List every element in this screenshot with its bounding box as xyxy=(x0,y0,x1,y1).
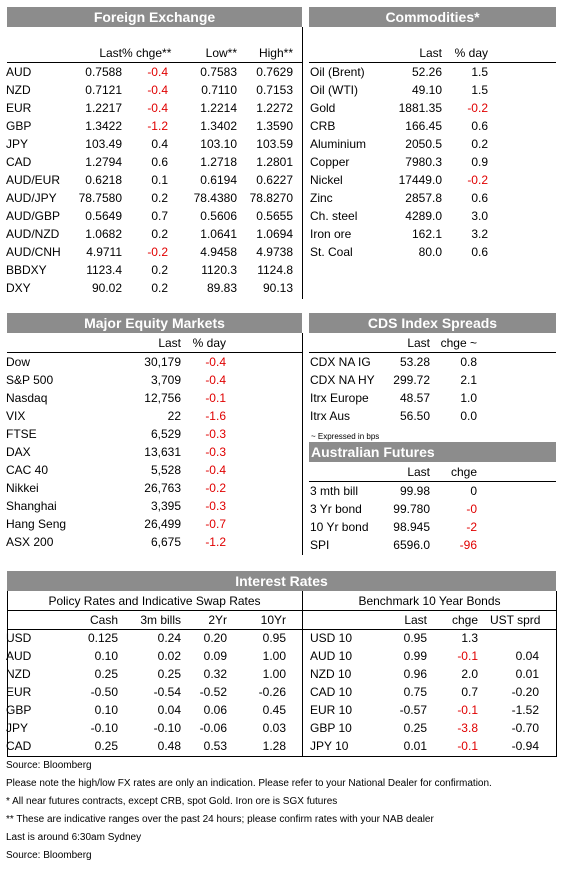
commodities-cell: 1881.35 xyxy=(398,101,442,115)
policy-rates-cell: 0.25 xyxy=(94,667,118,681)
bonds-column-header: Last xyxy=(404,613,427,627)
equities-cell: -0.2 xyxy=(205,481,226,495)
futures-cell: SPI xyxy=(310,538,330,552)
fx-cell: 1.3402 xyxy=(200,119,237,133)
equities-cell: ASX 200 xyxy=(6,535,54,549)
bonds-cell: -0.20 xyxy=(511,685,539,699)
fx-cell: 4.9458 xyxy=(200,245,237,259)
cds-cell: 1.0 xyxy=(460,391,477,405)
policy-rates-cell: 0.125 xyxy=(87,631,118,645)
commodities-cell: 4289.0 xyxy=(405,209,442,223)
cds-cell: Itrx Europe xyxy=(310,391,369,405)
policy-rates-cell: 1.28 xyxy=(262,739,286,753)
commodities-cell: Iron ore xyxy=(310,227,352,241)
futures-cell: 99.780 xyxy=(393,502,430,516)
equities-cell: FTSE xyxy=(6,427,37,441)
fx-cell: 0.7588 xyxy=(85,65,122,79)
policy-rates-column-header: 3m bills xyxy=(140,613,181,627)
equities-cell: 26,499 xyxy=(144,517,181,531)
fx-cell: 1.2801 xyxy=(256,155,293,169)
policy-rates-cell: GBP xyxy=(6,703,32,717)
commodities-cell: 3.0 xyxy=(471,209,488,223)
bonds-cell: CAD 10 xyxy=(310,685,353,699)
fx-cell: 0.7583 xyxy=(200,65,237,79)
fx-cell: 4.9738 xyxy=(256,245,293,259)
policy-rates-column-header: 10Yr xyxy=(260,613,286,627)
policy-rates-cell: -0.10 xyxy=(153,721,181,735)
commodities-cell: Zinc xyxy=(310,191,333,205)
fx-cell: -0.4 xyxy=(147,65,168,79)
bonds-cell: 0.01 xyxy=(403,739,427,753)
cds-column-header: Last xyxy=(407,336,430,350)
fx-cell: -0.2 xyxy=(147,245,168,259)
policy-rates-cell: 0.02 xyxy=(157,649,181,663)
futures-cell: 99.98 xyxy=(399,484,430,498)
policy-rates-cell: -0.06 xyxy=(199,721,227,735)
commodities-cell: 2857.8 xyxy=(405,191,442,205)
fx-cell: NZD xyxy=(6,83,31,97)
cds-cell: 0.8 xyxy=(460,355,477,369)
fx-cell: 0.4 xyxy=(151,137,168,151)
cds-cell: 2.1 xyxy=(460,373,477,387)
bonds-cell: 1.3 xyxy=(461,631,478,645)
policy-rates-cell: 0.24 xyxy=(157,631,181,645)
equities-cell: Hang Seng xyxy=(6,517,67,531)
cds-footnote: ~ Expressed in bps xyxy=(311,432,380,441)
equities-cell: -0.3 xyxy=(205,445,226,459)
bonds-cell: 0.04 xyxy=(515,649,539,663)
cds-cell: 56.50 xyxy=(399,409,430,423)
commodities-cell: 162.1 xyxy=(411,227,442,241)
bonds-cell: -0.70 xyxy=(511,721,539,735)
policy-rates-cell: 0.03 xyxy=(262,721,286,735)
fx-cell: AUD/CNH xyxy=(6,245,61,259)
futures-cell: 98.945 xyxy=(393,520,430,534)
policy-rates-column-header: Cash xyxy=(89,613,118,627)
commodities-cell: -0.2 xyxy=(467,101,488,115)
futures-column-header: Last xyxy=(407,465,430,479)
bonds-cell: -0.57 xyxy=(399,703,427,717)
fx-cell: 0.2 xyxy=(151,281,168,295)
equities-cell: -1.6 xyxy=(205,409,226,423)
commodities-cell: 0.6 xyxy=(471,119,488,133)
fx-cell: 1.0682 xyxy=(85,227,122,241)
equities-section-header: Major Equity Markets xyxy=(7,313,302,333)
equities-cell: -0.7 xyxy=(205,517,226,531)
commodities-cell: 17449.0 xyxy=(398,173,442,187)
fx-section-header: Foreign Exchange xyxy=(7,7,302,27)
commodities-cell: Aluminium xyxy=(310,137,367,151)
commodities-cell: 0.6 xyxy=(471,245,488,259)
policy-rates-cell: -0.10 xyxy=(90,721,118,735)
commodities-cell: Oil (Brent) xyxy=(310,65,365,79)
bonds-cell: 2.0 xyxy=(461,667,478,681)
footnote: Please note the high/low FX rates are only an indication. Please refer to your National Dealer for confirmation. xyxy=(6,778,492,789)
policy-rates-cell: 0.09 xyxy=(203,649,227,663)
fx-cell: -0.4 xyxy=(147,83,168,97)
bonds-cell: -0.94 xyxy=(511,739,539,753)
fx-cell: EUR xyxy=(6,101,32,115)
equities-cell: Nikkei xyxy=(6,481,39,495)
footnote: Source: Bloomberg xyxy=(6,850,92,861)
policy-rates-cell: AUD xyxy=(6,649,32,663)
equities-cell: -0.3 xyxy=(205,427,226,441)
policy-rates-cell: USD xyxy=(6,631,32,645)
commodities-cell: 1.5 xyxy=(471,65,488,79)
commodities-section-header: Commodities* xyxy=(309,7,556,27)
fx-cell: 0.2 xyxy=(151,191,168,205)
equities-cell: 30,179 xyxy=(144,355,181,369)
policy-rates-cell: 0.45 xyxy=(262,703,286,717)
commodities-cell: 0.2 xyxy=(471,137,488,151)
policy-rates-cell: 1.00 xyxy=(262,649,286,663)
fx-cell: 0.2 xyxy=(151,263,168,277)
equities-cell: 13,631 xyxy=(144,445,181,459)
fx-cell: 0.5649 xyxy=(85,209,122,223)
rates-section-header: Interest Rates xyxy=(7,571,556,591)
policy-rates-cell: JPY xyxy=(6,721,29,735)
commodities-cell: 7980.3 xyxy=(405,155,442,169)
fx-cell: AUD/EUR xyxy=(6,173,61,187)
policy-rates-cell: 0.53 xyxy=(203,739,227,753)
bonds-column-header: UST sprd xyxy=(490,613,541,627)
bonds-cell: -0.1 xyxy=(457,739,478,753)
cds-cell: 48.57 xyxy=(399,391,430,405)
policy-rates-cell: 0.06 xyxy=(203,703,227,717)
policy-rates-cell: -0.26 xyxy=(258,685,286,699)
fx-cell: 78.8270 xyxy=(249,191,293,205)
fx-cell: 0.6 xyxy=(151,155,168,169)
fx-cell: 1.2718 xyxy=(200,155,237,169)
fx-cell: 0.6218 xyxy=(85,173,122,187)
fx-cell: 0.7 xyxy=(151,209,168,223)
equities-cell: -0.1 xyxy=(205,391,226,405)
policy-rates-cell: 0.04 xyxy=(157,703,181,717)
equities-column-header: Last xyxy=(158,336,181,350)
bonds-cell: 0.95 xyxy=(403,631,427,645)
fx-cell: 1120.3 xyxy=(201,263,237,277)
fx-cell: 78.4380 xyxy=(193,191,237,205)
fx-cell: 0.2 xyxy=(151,227,168,241)
fx-cell: BBDXY xyxy=(6,263,47,277)
futures-cell: 6596.0 xyxy=(393,538,430,552)
fx-cell: 1.0641 xyxy=(200,227,237,241)
bonds-cell: -0.1 xyxy=(457,649,478,663)
fx-cell: 78.7580 xyxy=(78,191,122,205)
futures-cell: 3 mth bill xyxy=(310,484,359,498)
commodities-cell: Copper xyxy=(310,155,350,169)
fx-cell: 0.7629 xyxy=(256,65,293,79)
policy-rates-title: Policy Rates and Indicative Swap Rates xyxy=(48,594,261,608)
commodities-cell: Oil (WTI) xyxy=(310,83,358,97)
equities-cell: Dow xyxy=(6,355,31,369)
policy-rates-cell: 0.20 xyxy=(203,631,227,645)
fx-cell: 1124.8 xyxy=(257,263,293,277)
equities-cell: Nasdaq xyxy=(6,391,48,405)
cds-cell: Itrx Aus xyxy=(310,409,351,423)
bonds-cell: GBP 10 xyxy=(310,721,352,735)
equities-right-border xyxy=(302,333,303,555)
fx-right-border xyxy=(302,27,303,299)
equities-cell: 6,675 xyxy=(150,535,181,549)
footnote: Source: Bloomberg xyxy=(6,760,92,771)
commodities-cell: Nickel xyxy=(310,173,343,187)
fx-cell: AUD/JPY xyxy=(6,191,57,205)
equities-cell: Shanghai xyxy=(6,499,57,513)
equities-cell: 26,763 xyxy=(144,481,181,495)
fx-cell: DXY xyxy=(6,281,31,295)
equities-cell: CAC 40 xyxy=(6,463,49,477)
commodities-cell: St. Coal xyxy=(310,245,353,259)
equities-cell: 6,529 xyxy=(150,427,181,441)
fx-cell: -0.4 xyxy=(147,101,168,115)
commodities-cell: -0.2 xyxy=(467,173,488,187)
commodities-cell: CRB xyxy=(310,119,336,133)
fx-cell: 1.3590 xyxy=(256,119,293,133)
futures-cell: -96 xyxy=(459,538,477,552)
footnote: ** These are indicative ranges over the past 24 hours; please confirm rates with your NAB dealer xyxy=(6,814,434,825)
fx-cell: 90.13 xyxy=(262,281,293,295)
equities-cell: VIX xyxy=(6,409,26,423)
commodities-cell: 2050.5 xyxy=(405,137,442,151)
bonds-column-header: chge xyxy=(451,613,478,627)
fx-cell: 1123.4 xyxy=(86,263,122,277)
fx-cell: 0.7110 xyxy=(201,83,237,97)
fx-cell: AUD/NZD xyxy=(6,227,60,241)
policy-rates-column-header: 2Yr xyxy=(208,613,227,627)
fx-cell: 0.5606 xyxy=(200,209,237,223)
rates-right-border xyxy=(556,591,557,757)
bonds-cell: AUD 10 xyxy=(310,649,353,663)
fx-cell: CAD xyxy=(6,155,32,169)
commodities-cell: Ch. steel xyxy=(310,209,358,223)
commodities-cell: 52.26 xyxy=(411,65,442,79)
bonds-cell: 0.25 xyxy=(403,721,427,735)
cds-cell: 53.28 xyxy=(399,355,430,369)
equities-cell: DAX xyxy=(6,445,31,459)
bonds-cell: 0.96 xyxy=(403,667,427,681)
fx-cell: 0.7153 xyxy=(256,83,293,97)
bonds-cell: EUR 10 xyxy=(310,703,353,717)
fx-cell: GBP xyxy=(6,119,32,133)
futures-cell: 3 Yr bond xyxy=(310,502,362,516)
fx-cell: 0.6194 xyxy=(200,173,237,187)
fx-cell: 103.10 xyxy=(200,137,237,151)
commodities-cell: 0.6 xyxy=(471,191,488,205)
fx-cell: 0.1 xyxy=(151,173,168,187)
policy-rates-cell: -0.52 xyxy=(199,685,227,699)
commodities-cell: 166.45 xyxy=(405,119,442,133)
commodities-cell: Gold xyxy=(310,101,336,115)
commodities-cell: 0.9 xyxy=(471,155,488,169)
policy-rates-cell: 0.10 xyxy=(94,703,118,717)
equities-cell: S&P 500 xyxy=(6,373,54,387)
fx-cell: 1.2794 xyxy=(85,155,122,169)
cds-section-header: CDS Index Spreads xyxy=(309,313,556,333)
policy-rates-cell: EUR xyxy=(6,685,32,699)
futures-cell: -2 xyxy=(466,520,477,534)
footnote: Last is around 6:30am Sydney xyxy=(6,832,142,843)
policy-rates-cell: 0.48 xyxy=(157,739,181,753)
commodities-column-header: Last xyxy=(419,46,442,60)
bonds-cell: -3.8 xyxy=(457,721,478,735)
fx-column-header: Last xyxy=(99,46,122,60)
fx-cell: 0.6227 xyxy=(256,173,293,187)
fx-cell: AUD/GBP xyxy=(6,209,61,223)
policy-rates-cell: 0.95 xyxy=(262,631,286,645)
commodities-cell: 3.2 xyxy=(471,227,488,241)
fx-cell: 0.7121 xyxy=(85,83,122,97)
bonds-cell: -1.52 xyxy=(511,703,539,717)
commodities-column-header: % day xyxy=(454,46,488,60)
bonds-cell xyxy=(490,629,539,647)
equities-cell: 3,395 xyxy=(150,499,181,513)
equities-cell: 3,709 xyxy=(150,373,181,387)
equities-cell: -0.3 xyxy=(205,499,226,513)
policy-rates-cell: 0.25 xyxy=(94,739,118,753)
fx-cell: 90.02 xyxy=(91,281,122,295)
commodities-cell: 49.10 xyxy=(411,83,442,97)
equities-cell: -0.4 xyxy=(205,355,226,369)
commodities-cell: 1.5 xyxy=(471,83,488,97)
cds-column-header: chge ~ xyxy=(440,336,477,350)
bonds-cell: 0.7 xyxy=(461,685,478,699)
policy-rates-cell: -0.54 xyxy=(153,685,181,699)
cds-cell: CDX NA IG xyxy=(310,355,371,369)
equities-cell: 22 xyxy=(167,409,181,423)
policy-rates-cell: 0.25 xyxy=(157,667,181,681)
cds-cell: CDX NA HY xyxy=(310,373,375,387)
fx-cell: 1.2272 xyxy=(256,101,293,115)
fx-cell: 1.2217 xyxy=(85,101,122,115)
equities-cell: 5,528 xyxy=(150,463,181,477)
equities-cell: 12,756 xyxy=(144,391,181,405)
fx-cell: -1.2 xyxy=(147,119,168,133)
fx-cell: 103.59 xyxy=(256,137,293,151)
fx-cell: 1.0694 xyxy=(256,227,293,241)
fx-column-header: High** xyxy=(258,46,293,60)
bonds-cell: NZD 10 xyxy=(310,667,352,681)
fx-cell: 1.3422 xyxy=(85,119,122,133)
fx-cell: 4.9711 xyxy=(86,245,122,259)
commodities-cell: 80.0 xyxy=(418,245,442,259)
policy-rates-cell: 1.00 xyxy=(262,667,286,681)
rates-middle-border xyxy=(302,591,303,757)
bonds-cell: 0.01 xyxy=(515,667,539,681)
fx-cell: JPY xyxy=(6,137,29,151)
equities-cell: -0.4 xyxy=(205,373,226,387)
fx-column-header: % chge** xyxy=(122,46,172,60)
fx-cell: 1.2214 xyxy=(200,101,237,115)
cds-cell: 299.72 xyxy=(393,373,430,387)
policy-rates-cell: CAD xyxy=(6,739,32,753)
equities-cell: -1.2 xyxy=(205,535,226,549)
fx-cell: 103.49 xyxy=(85,137,122,151)
bonds-cell: JPY 10 xyxy=(310,739,349,753)
fx-cell: 0.5655 xyxy=(256,209,293,223)
fx-cell: AUD xyxy=(6,65,32,79)
bonds-cell: -0.1 xyxy=(457,703,478,717)
bonds-cell: 0.75 xyxy=(403,685,427,699)
bonds-cell: USD 10 xyxy=(310,631,353,645)
equities-column-header: % day xyxy=(192,336,226,350)
futures-column-header: chge xyxy=(450,465,477,479)
bonds-cell: 0.99 xyxy=(403,649,427,663)
cds-cell: 0.0 xyxy=(460,409,477,423)
policy-rates-cell: 0.32 xyxy=(203,667,227,681)
equities-cell: -0.4 xyxy=(205,463,226,477)
fx-column-header: Low** xyxy=(205,46,237,60)
bonds-title: Benchmark 10 Year Bonds xyxy=(358,594,501,608)
policy-rates-cell: -0.50 xyxy=(90,685,118,699)
futures-cell: -0 xyxy=(466,502,477,516)
policy-rates-cell: NZD xyxy=(6,667,31,681)
futures-cell: 10 Yr bond xyxy=(310,520,369,534)
futures-cell: 0 xyxy=(470,484,477,498)
footnote: * All near futures contracts, except CRB, spot Gold. Iron ore is SGX futures xyxy=(6,796,338,807)
fx-cell: 89.83 xyxy=(206,281,237,295)
policy-rates-cell: 0.10 xyxy=(94,649,118,663)
futures-section-header: Australian Futures xyxy=(309,442,556,462)
